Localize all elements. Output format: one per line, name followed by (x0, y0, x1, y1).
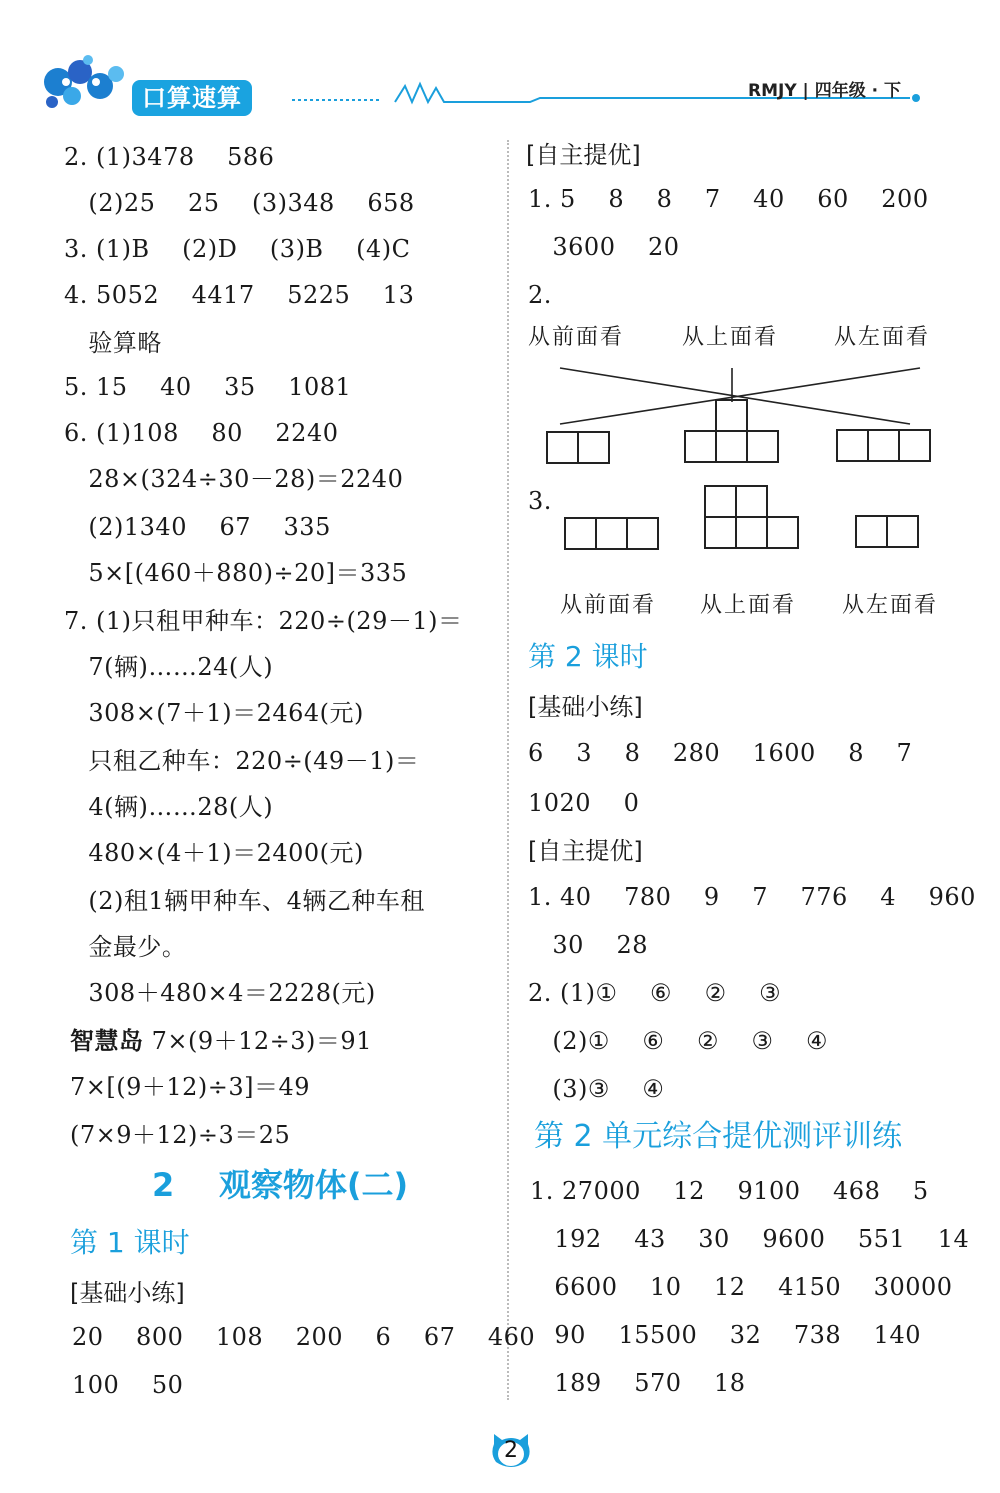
lesson2-q1-line2: 30 28 (528, 931, 648, 959)
lesson2-q2-line2: (2)① ⑥ ② ③ ④ (528, 1027, 829, 1055)
q3-view-top: 从上面看 (700, 593, 797, 618)
unit-test-line: 1. 27000 12 9100 468 5 (530, 1177, 929, 1205)
lesson2-q2-line3: (3)③ ④ (528, 1075, 665, 1103)
grade-label: RMJY | 四年级 · 下 (748, 81, 901, 101)
answer-line: 308＋480×4＝2228(元) (64, 979, 376, 1007)
answer-line: 4. 5052 4417 5225 13 (64, 281, 415, 309)
q3-front-shape (565, 518, 658, 549)
q2-view-left: 从左面看 (834, 325, 931, 350)
zizhu-q1-line1: 1. 5 8 8 7 40 60 200 (528, 185, 929, 213)
lesson2-q2-line1: 2. (1)① ⑥ ② ③ (528, 979, 782, 1007)
unit-test-line: 192 43 30 9600 551 14 (530, 1225, 970, 1253)
lesson1-basic-line2: 100 50 (72, 1371, 184, 1399)
answer-line: 5×[(460＋880)÷20]＝335 (64, 559, 408, 587)
answer-line: (2)租1辆甲种车、4辆乙种车租 (64, 887, 425, 915)
answer-line: (2)1340 67 335 (64, 513, 331, 541)
q3-view-left: 从左面看 (842, 593, 939, 618)
answer-line: 金最少。 (64, 933, 187, 961)
answer-line: 只租乙种车：220÷(49－1)＝ (64, 747, 420, 775)
answer-line: 验算略 (64, 329, 162, 357)
lesson1-title: 第 1 课时 (70, 1226, 190, 1259)
lesson2-basic-label: [基础小练] (528, 693, 643, 721)
unit-test-line: 90 15500 32 738 140 (530, 1321, 921, 1349)
lesson2-basic-line2: 1020 0 (528, 789, 640, 817)
zizhu-q3-label: 3. (528, 487, 552, 515)
q2-matching-diagram (520, 350, 960, 480)
brand-badge: 口算速算 (132, 80, 252, 116)
shape-two-squares (547, 432, 609, 463)
answer-line: 6. (1)108 80 2240 (64, 419, 339, 447)
answer-line: 308×(7＋1)＝2464(元) (64, 699, 364, 727)
answer-line: (2)25 25 (3)348 658 (64, 189, 415, 217)
q3-views-diagram (560, 482, 940, 562)
answer-line: 28×(324÷30－28)＝2240 (64, 465, 404, 493)
shape-three-squares (837, 430, 930, 461)
q3-left-shape (856, 516, 918, 547)
answer-line: 2. (1)3478 586 (64, 143, 275, 171)
zhihui-eq-2: 7×[(9＋12)÷3]＝49 (70, 1073, 311, 1101)
shape-t-squares (685, 400, 778, 462)
unit-test-line: 6600 10 12 4150 30000 (530, 1273, 953, 1301)
unit-test-line: 189 570 18 (530, 1369, 746, 1397)
q3-top-shape (705, 486, 798, 548)
zizhu-q1-line2: 3600 20 (528, 233, 680, 261)
page-number (490, 1432, 532, 1470)
answer-line: 7. (1)只租甲种车：220÷(29－1)＝ (64, 607, 463, 635)
chapter-title: 2 观察物体(二) (152, 1166, 409, 1204)
page-header (0, 0, 1000, 130)
q2-view-front: 从前面看 (528, 325, 625, 350)
answer-line: 5. 15 40 35 1081 (64, 373, 352, 401)
zizhu-q2-label: 2. (528, 281, 552, 309)
column-divider (507, 140, 509, 1400)
lesson1-basic-line1: 20 800 108 200 6 67 460 (72, 1323, 536, 1351)
unit-test-title: 第 2 单元综合提优测评训练 (534, 1119, 903, 1154)
lesson2-q1-line1: 1. 40 780 9 7 776 4 960 (528, 883, 976, 911)
lesson2-title: 第 2 课时 (528, 640, 648, 673)
q2-view-top: 从上面看 (682, 325, 779, 350)
answer-line: 3. (1)B (2)D (3)B (4)C (64, 235, 411, 263)
answer-line: 480×(4＋1)＝2400(元) (64, 839, 364, 867)
lesson2-basic-line1: 6 3 8 280 1600 8 7 (528, 739, 913, 767)
lesson1-basic-label: [基础小练] (70, 1279, 185, 1307)
zhihui-eq-3: (7×9＋12)÷3＝25 (70, 1121, 291, 1149)
logo-splash-icon (40, 52, 135, 112)
q3-view-front: 从前面看 (560, 593, 657, 618)
lesson2-zizhu-label: [自主提优] (528, 837, 643, 865)
zizhu-label: [自主提优] (526, 141, 641, 169)
zhihui-line (70, 1026, 372, 1056)
answer-line: 4(辆)……28(人) (64, 793, 274, 821)
page-number-text: 2 (504, 1438, 518, 1463)
answer-line: 7(辆)……24(人) (64, 653, 274, 681)
zhihui-label: 智慧岛 (70, 1027, 144, 1055)
zhihui-eq-1: 7×(9＋12÷3)＝91 (143, 1027, 372, 1055)
